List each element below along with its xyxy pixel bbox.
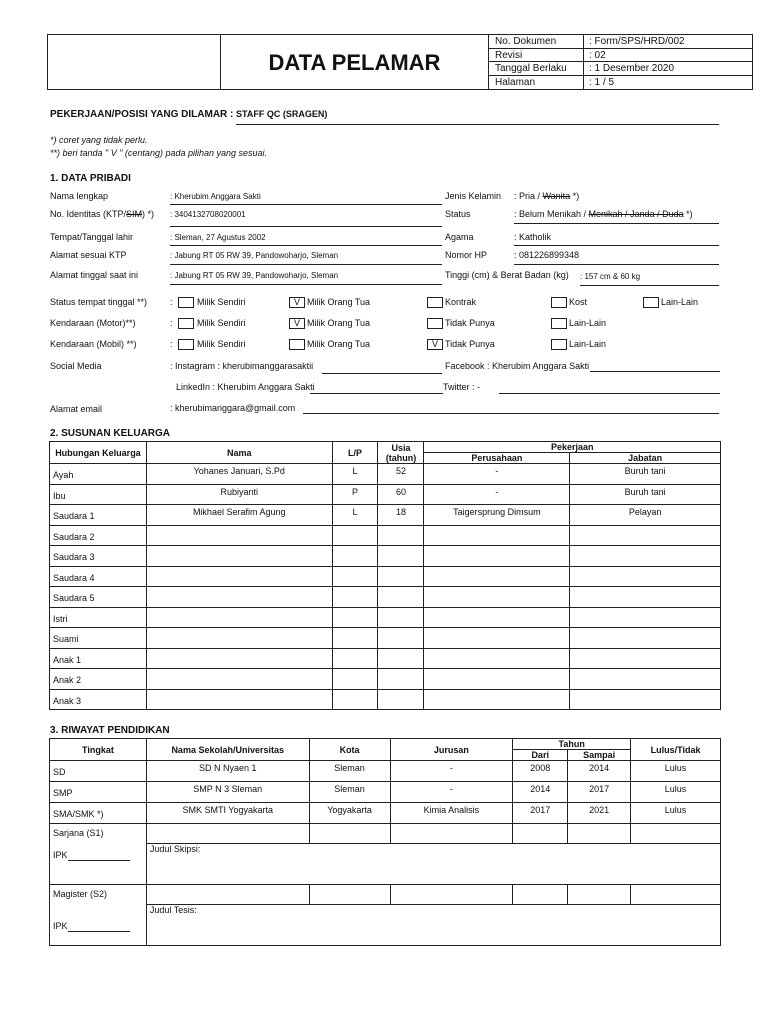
company-cell[interactable] [424, 689, 570, 710]
colon: : [170, 318, 173, 328]
company-cell[interactable]: Taigersprung Dimsum [424, 505, 570, 526]
s2-ipk-label: IPK [53, 921, 68, 931]
id-label: No. Identitas (KTP/SIM) *) [50, 209, 155, 219]
school-cell[interactable]: SD N Nyaen 1 [146, 761, 309, 782]
col-header-usia: Usia (tahun) [378, 442, 424, 464]
company-cell[interactable]: - [424, 464, 570, 485]
field-underline [514, 223, 719, 224]
table-row [50, 464, 721, 485]
name-cell[interactable] [146, 689, 332, 710]
position-cell[interactable] [570, 587, 721, 608]
gender-cell[interactable] [332, 546, 378, 567]
checkbox[interactable]: V [289, 318, 305, 329]
city-cell[interactable]: Yogyakarta [309, 803, 390, 824]
phone-value[interactable]: : 081226899348 [514, 250, 580, 260]
option-label: Tidak Punya [445, 339, 495, 349]
option-label: Milik Sendiri [197, 297, 246, 307]
twitter-value[interactable]: Twitter : - [443, 382, 481, 392]
age-cell[interactable] [378, 525, 424, 546]
relation-cell: Saudara 5 [50, 587, 147, 608]
family-table [49, 441, 721, 710]
name-cell[interactable]: Rubiyanti [146, 484, 332, 505]
gender-cell[interactable] [332, 566, 378, 587]
gender-cell[interactable] [332, 587, 378, 608]
checkbox[interactable] [427, 297, 443, 308]
nama-value[interactable]: : Kherubim Anggara Sakti [170, 192, 261, 201]
ktp-address-label: Alamat sesuai KTP [50, 250, 127, 260]
field-underline [310, 393, 443, 394]
table-row [50, 648, 721, 669]
gender-cell[interactable]: P [332, 484, 378, 505]
meta-row [489, 62, 752, 76]
table-cell[interactable] [309, 824, 390, 844]
section-title-susunan-keluarga: 2. SUSUNAN KELUARGA [50, 428, 171, 439]
school-cell[interactable]: SMP N 3 Sleman [146, 782, 309, 803]
graduated-cell[interactable]: Lulus [631, 761, 721, 782]
s2-cell [50, 885, 147, 946]
from-cell[interactable]: 2014 [513, 782, 568, 803]
table-cell[interactable] [309, 885, 390, 905]
company-cell[interactable] [424, 587, 570, 608]
level-cell: SMA/SMK *) [50, 803, 147, 824]
col-header-kota: Kota [309, 739, 390, 761]
meta-value: : 1 / 5 [589, 77, 615, 88]
option-label: Lain-Lain [661, 297, 699, 307]
facebook-value[interactable]: Facebook : Kherubim Anggara Sakti [445, 361, 590, 371]
checkbox[interactable] [551, 297, 567, 308]
relation-cell: Saudara 4 [50, 566, 147, 587]
meta-value: : 02 [589, 50, 606, 61]
company-cell[interactable] [424, 628, 570, 649]
gender-label: Jenis Kelamin [445, 191, 502, 201]
education-table [49, 738, 721, 946]
to-cell[interactable]: 2017 [568, 782, 631, 803]
meta-table [489, 35, 752, 89]
field-underline [170, 226, 442, 227]
gender-cell[interactable] [332, 669, 378, 690]
option-label: Lain-Lain [569, 318, 607, 328]
name-cell[interactable] [146, 669, 332, 690]
gender-cell[interactable] [332, 525, 378, 546]
s1-thesis-cell[interactable] [146, 844, 720, 885]
field-underline [514, 245, 719, 246]
option-label: Milik Orang Tua [307, 318, 371, 328]
email-label: Alamat email [50, 404, 103, 414]
table-cell[interactable] [390, 885, 513, 905]
city-cell[interactable]: Sleman [309, 761, 390, 782]
checkbox[interactable] [643, 297, 659, 308]
company-cell[interactable] [424, 669, 570, 690]
age-cell[interactable] [378, 587, 424, 608]
age-cell[interactable]: 60 [378, 484, 424, 505]
table-row [50, 689, 721, 710]
col-header-nama: Nama [146, 442, 332, 464]
col-header-hubungan: Hubungan Keluarga [50, 442, 147, 464]
meta-row [489, 35, 752, 49]
id-value[interactable]: : 3404132708020001 [170, 210, 246, 219]
position-value: STAFF QC (SRAGEN) [236, 109, 328, 119]
checkbox[interactable] [178, 297, 194, 308]
table-cell[interactable] [631, 824, 721, 844]
table-row [50, 803, 721, 824]
table-cell[interactable] [146, 885, 309, 905]
position-underline [236, 124, 719, 125]
age-cell[interactable] [378, 689, 424, 710]
meta-label: Halaman [495, 77, 536, 88]
age-cell[interactable] [378, 669, 424, 690]
s1-thesis-label: Judul Skipsi: [149, 844, 201, 854]
note-line: **) beri tanda " V " (centang) pada pilihan yang sesuai. [50, 148, 268, 158]
option-label: Tidak Punya [445, 318, 495, 328]
col-header-dari: Dari [513, 750, 568, 761]
company-cell[interactable] [424, 525, 570, 546]
option-label: Milik Orang Tua [307, 297, 371, 307]
note-line: *) coret yang tidak perlu. [50, 135, 148, 145]
height-weight-value[interactable]: : 157 cm & 60 kg [580, 272, 641, 281]
meta-label: Tanggal Berlaku [495, 63, 567, 74]
table-row [50, 546, 721, 567]
position-cell[interactable]: Buruh tani [570, 484, 721, 505]
school-cell[interactable]: SMK SMTI Yogyakarta [146, 803, 309, 824]
name-cell[interactable]: Yohanes Januari, S.Pd [146, 464, 332, 485]
age-cell[interactable] [378, 546, 424, 567]
meta-divider [583, 35, 584, 89]
table-row [50, 587, 721, 608]
document-title: DATA PELAMAR [268, 50, 441, 75]
relation-cell: Anak 2 [50, 669, 147, 690]
meta-label: Revisi [495, 50, 523, 61]
from-cell[interactable]: 2017 [513, 803, 568, 824]
age-cell[interactable] [378, 648, 424, 669]
position-cell[interactable] [570, 669, 721, 690]
company-cell[interactable] [424, 546, 570, 567]
gender-value[interactable]: : Pria / Wanita *) [514, 191, 580, 201]
relation-cell: Anak 1 [50, 648, 147, 669]
position-label: PEKERJAAN/POSISI YANG DILAMAR : [50, 109, 234, 120]
religion-label: Agama [445, 232, 474, 242]
col-header-perusahaan: Perusahaan [424, 453, 570, 464]
table-cell[interactable] [568, 824, 631, 844]
position-cell[interactable] [570, 607, 721, 628]
name-cell[interactable] [146, 566, 332, 587]
table-row [50, 669, 721, 690]
position-cell[interactable] [570, 546, 721, 567]
from-cell[interactable]: 2008 [513, 761, 568, 782]
phone-label: Nomor HP [445, 250, 488, 260]
s2-ipk-underline [68, 931, 130, 932]
position-cell[interactable] [570, 648, 721, 669]
car-label: Kendaraan (Mobil) **) [50, 339, 137, 349]
ttl-label: Tempat/Tanggal lahir [50, 232, 134, 242]
field-underline [590, 371, 720, 372]
field-underline [499, 393, 720, 394]
status-label: Status [445, 209, 471, 219]
table-row [50, 782, 721, 803]
company-cell[interactable] [424, 648, 570, 669]
position-cell[interactable] [570, 628, 721, 649]
field-underline [514, 264, 719, 265]
table-cell[interactable] [146, 824, 309, 844]
gender-cell[interactable] [332, 648, 378, 669]
graduated-cell[interactable]: Lulus [631, 803, 721, 824]
gender-cell[interactable]: L [332, 464, 378, 485]
s1-ipk-label: IPK [53, 850, 68, 860]
col-header-lp: L/P [332, 442, 378, 464]
colon: : [170, 297, 173, 307]
relation-cell: Istri [50, 607, 147, 628]
relation-cell: Saudara 2 [50, 525, 147, 546]
name-cell[interactable]: Mikhael Serafim Agung [146, 505, 332, 526]
logo-box [48, 35, 221, 89]
relation-cell: Ibu [50, 484, 147, 505]
col-header-jabatan: Jabatan [570, 453, 721, 464]
s1-cell [50, 824, 147, 885]
major-cell[interactable]: Kimia Analisis [390, 803, 513, 824]
relation-cell: Saudara 3 [50, 546, 147, 567]
relation-cell: Anak 3 [50, 689, 147, 710]
table-row [50, 628, 721, 649]
position-cell[interactable]: Buruh tani [570, 464, 721, 485]
s2-thesis-cell[interactable] [146, 905, 720, 946]
col-header-sekolah: Nama Sekolah/Universitas [146, 739, 309, 761]
table-row [50, 607, 721, 628]
table-cell[interactable] [631, 885, 721, 905]
position-cell[interactable] [570, 566, 721, 587]
option-label: Kontrak [445, 297, 477, 307]
field-underline [303, 413, 719, 414]
field-underline [170, 284, 442, 285]
checkbox[interactable] [178, 318, 194, 329]
col-header-jurusan: Jurusan [390, 739, 513, 761]
major-cell[interactable]: - [390, 761, 513, 782]
name-cell[interactable] [146, 628, 332, 649]
meta-value: : Form/SPS/HRD/002 [589, 36, 685, 47]
name-cell[interactable] [146, 525, 332, 546]
checkbox[interactable] [178, 339, 194, 350]
s2-thesis-label: Judul Tesis: [149, 905, 197, 915]
position-cell[interactable]: Pelayan [570, 505, 721, 526]
table-row [50, 566, 721, 587]
current-address-label: Alamat tinggal saat ini [50, 270, 139, 280]
s2-label: Magister (S2) [53, 889, 108, 899]
position-cell[interactable] [570, 525, 721, 546]
section-title-riwayat-pendidikan: 3. RIWAYAT PENDIDIKAN [50, 725, 170, 736]
table-cell[interactable] [390, 824, 513, 844]
option-label: Kost [569, 297, 588, 307]
checkbox[interactable]: V [289, 297, 305, 308]
table-cell[interactable] [568, 885, 631, 905]
age-cell[interactable] [378, 566, 424, 587]
section-title-data-pribadi: 1. DATA PRIBADI [50, 173, 131, 184]
document-header [47, 34, 753, 90]
meta-value: : 1 Desember 2020 [589, 63, 675, 74]
current-address-value[interactable]: : Jabung RT 05 RW 39, Pandowoharjo, Sleman [170, 271, 339, 280]
age-cell[interactable]: 52 [378, 464, 424, 485]
field-underline [170, 204, 442, 205]
city-cell[interactable]: Sleman [309, 782, 390, 803]
option-label: Lain-Lain [569, 339, 607, 349]
motor-label: Kendaraan (Motor)**) [50, 318, 136, 328]
to-cell[interactable]: 2014 [568, 761, 631, 782]
company-cell[interactable] [424, 566, 570, 587]
option-label: Milik Orang Tua [307, 339, 371, 349]
table-row [50, 525, 721, 546]
relation-cell: Saudara 1 [50, 505, 147, 526]
gender-cell[interactable] [332, 689, 378, 710]
checkbox[interactable] [427, 318, 443, 329]
table-row [50, 761, 721, 782]
age-cell[interactable] [378, 628, 424, 649]
relation-cell: Ayah [50, 464, 147, 485]
ktp-address-value[interactable]: : Jabung RT 05 RW 39, Pandowoharjo, Sleman [170, 251, 339, 260]
table-row [50, 505, 721, 526]
gender-cell[interactable] [332, 607, 378, 628]
meta-row [489, 49, 752, 62]
email-value[interactable]: : kherubimanggara@gmail.com [170, 403, 296, 413]
position-cell[interactable] [570, 689, 721, 710]
meta-row [489, 76, 752, 89]
s1-label: Sarjana (S1) [53, 828, 104, 838]
age-cell[interactable] [378, 607, 424, 628]
relation-cell: Suami [50, 628, 147, 649]
linkedin-value[interactable]: LinkedIn : Kherubim Anggara Sakti [176, 382, 315, 392]
col-header-pekerjaan: Pekerjaan [424, 442, 721, 453]
table-cell[interactable] [513, 824, 568, 844]
major-cell[interactable]: - [390, 782, 513, 803]
religion-value[interactable]: : Katholik [514, 232, 552, 242]
social-media-label: Social Media [50, 361, 102, 371]
gender-cell[interactable] [332, 628, 378, 649]
field-underline [580, 285, 719, 286]
name-cell[interactable] [146, 546, 332, 567]
company-cell[interactable]: - [424, 484, 570, 505]
height-weight-label: Tinggi (cm) & Berat Badan (kg) [445, 270, 569, 280]
col-header-tingkat: Tingkat [50, 739, 147, 761]
status-value[interactable]: : Belum Menikah / Menikah / Janda / Duda *) [514, 209, 693, 219]
graduated-cell[interactable]: Lulus [631, 782, 721, 803]
checkbox[interactable] [289, 339, 305, 350]
title-box [221, 35, 489, 89]
field-underline [170, 245, 442, 246]
field-underline [170, 264, 442, 265]
level-cell: SD [50, 761, 147, 782]
name-cell[interactable] [146, 587, 332, 608]
checkbox[interactable]: V [427, 339, 443, 350]
checkbox[interactable] [551, 339, 567, 350]
name-cell[interactable] [146, 607, 332, 628]
table-cell[interactable] [513, 885, 568, 905]
colon: : [170, 339, 173, 349]
option-label: Milik Sendiri [197, 318, 246, 328]
residence-status-label: Status tempat tinggal **) [50, 297, 148, 307]
name-cell[interactable] [146, 648, 332, 669]
company-cell[interactable] [424, 607, 570, 628]
col-header-tahun: Tahun [513, 739, 631, 750]
field-underline [322, 373, 442, 374]
ttl-value[interactable]: : Sleman, 27 Agustus 2002 [170, 233, 266, 242]
option-label: Milik Sendiri [197, 339, 246, 349]
gender-cell[interactable]: L [332, 505, 378, 526]
nama-label: Nama lengkap [50, 191, 109, 201]
instagram-value[interactable]: : Instagram : kherubimanggarasaktii [170, 361, 314, 371]
col-header-lulus: Lulus/Tidak [631, 739, 721, 761]
checkbox[interactable] [551, 318, 567, 329]
s1-ipk-underline [68, 860, 130, 861]
to-cell[interactable]: 2021 [568, 803, 631, 824]
age-cell[interactable]: 18 [378, 505, 424, 526]
table-row [50, 484, 721, 505]
level-cell: SMP [50, 782, 147, 803]
meta-label: No. Dokumen [495, 36, 557, 47]
col-header-sampai: Sampai [568, 750, 631, 761]
